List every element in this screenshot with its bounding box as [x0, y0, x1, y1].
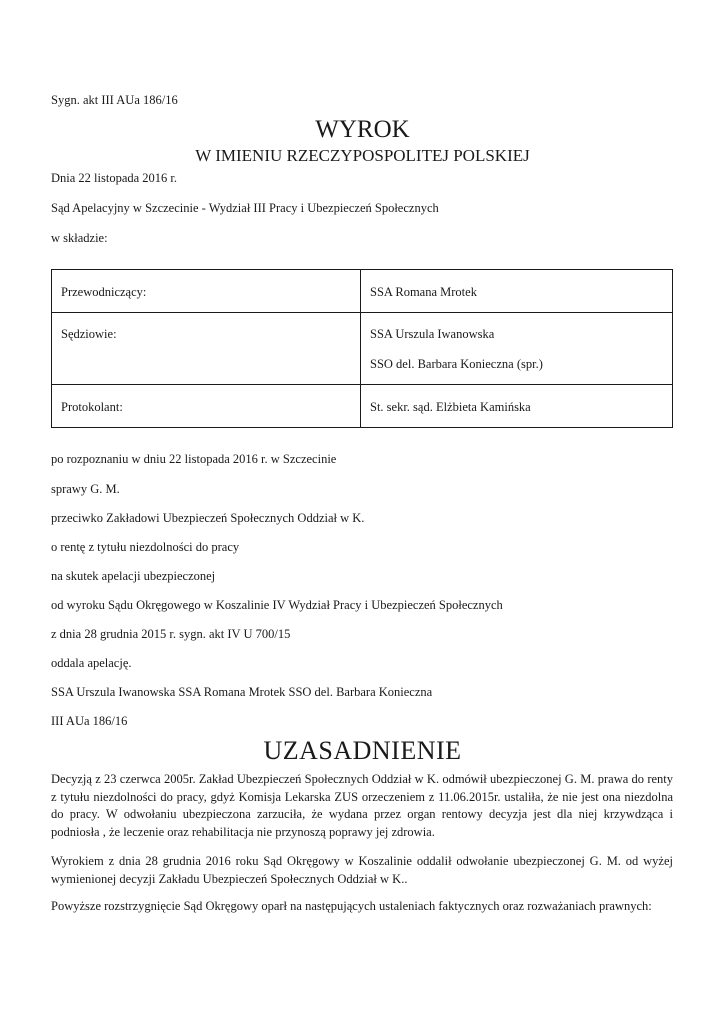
judgment-date: Dnia 22 listopada 2016 r.: [51, 171, 178, 185]
panel-value-clerk: St. sekr. sąd. Elżbieta Kamińska: [370, 400, 531, 414]
justification-title: UZASADNIENIE: [263, 736, 462, 765]
case-signature: Sygn. akt III AUa 186/16: [51, 93, 178, 107]
ruling-line: z dnia 28 grudnia 2015 r. sygn. akt IV U 700/15: [51, 627, 291, 641]
panel-label-cell: [52, 385, 361, 428]
justification-signature: III AUa 186/16: [51, 714, 128, 728]
justification-paragraph: Wyrokiem z dnia 28 grudnia 2016 roku Sąd Okręgowy w Koszalinie oddalił odwołanie ubezpieczonej G. M. od wyżej wymienionej decyzji Zakładu Ubezpieczeń Społecznych Oddział w K..: [51, 854, 673, 886]
justification-paragraph: Powyższe rozstrzygnięcie Sąd Okręgowy oparł na następujących ustaleniach faktycznych oraz rozważaniach prawnych:: [51, 899, 652, 913]
panel-value-cell: [361, 385, 673, 428]
panel-label-presiding: Przewodniczący:: [61, 285, 147, 299]
ruling-line: przeciwko Zakładowi Ubezpieczeń Społecznych Oddział w K.: [51, 511, 365, 525]
ruling-line: na skutek apelacji ubezpieczonej: [51, 569, 216, 583]
panel-value-presiding: SSA Romana Mrotek: [370, 285, 477, 299]
panel-label-cell: [52, 313, 361, 385]
ruling-line: po rozpoznaniu w dniu 22 listopada 2016 r. w Szczecinie: [51, 452, 337, 466]
court-name: Sąd Apelacyjny w Szczecinie - Wydział III Pracy i Ubezpieczeń Społecznych: [51, 201, 439, 215]
court-panel-table: [51, 269, 673, 428]
document-title: WYROK: [315, 116, 410, 143]
ruling-line: sprawy G. M.: [51, 482, 120, 496]
composition-label: w składzie:: [51, 231, 108, 245]
panel-value-judge-1: SSA Urszula Iwanowska: [370, 327, 495, 341]
panel-label-cell: [52, 270, 361, 313]
ruling-line: o rentę z tytułu niezdolności do pracy: [51, 540, 240, 554]
ruling-line: od wyroku Sądu Okręgowego w Koszalinie IV Wydział Pracy i Ubezpieczeń Społecznych: [51, 598, 503, 612]
ruling-signatures: SSA Urszula Iwanowska SSA Romana Mrotek SSO del. Barbara Konieczna: [51, 685, 433, 699]
table-row: [52, 385, 673, 428]
table-row: [52, 270, 673, 313]
panel-value-cell: [361, 270, 673, 313]
table-row: [52, 313, 673, 385]
panel-value-judge-2: SSO del. Barbara Konieczna (spr.): [370, 357, 543, 371]
document-subtitle: W IMIENIU RZECZYPOSPOLITEJ POLSKIEJ: [195, 146, 530, 165]
panel-label-clerk: Protokolant:: [61, 400, 123, 414]
panel-label-judges: Sędziowie:: [61, 327, 117, 341]
ruling-decision: oddala apelację.: [51, 656, 132, 670]
justification-paragraph: Decyzją z 23 czerwca 2005r. Zakład Ubezpieczeń Społecznych Oddział w K. odmówił ubezpieczonej G. M. prawa do renty z tytułu niezdolności do pracy, gdyż Komisja Lekarska ZUS orzeczeniem z 11.06.2015r. ustaliła, że nie jest ona niezdolna do pracy. W odwołaniu ubezpieczona zarzuciła, że wydana przez organ rentowy decyzja jest dla niej krzywdząca i podniosła , że leczenie oraz rehabilitacja nie przynoszą poprawy jej zdrowia.: [51, 772, 673, 839]
panel-value-cell: [361, 313, 673, 385]
